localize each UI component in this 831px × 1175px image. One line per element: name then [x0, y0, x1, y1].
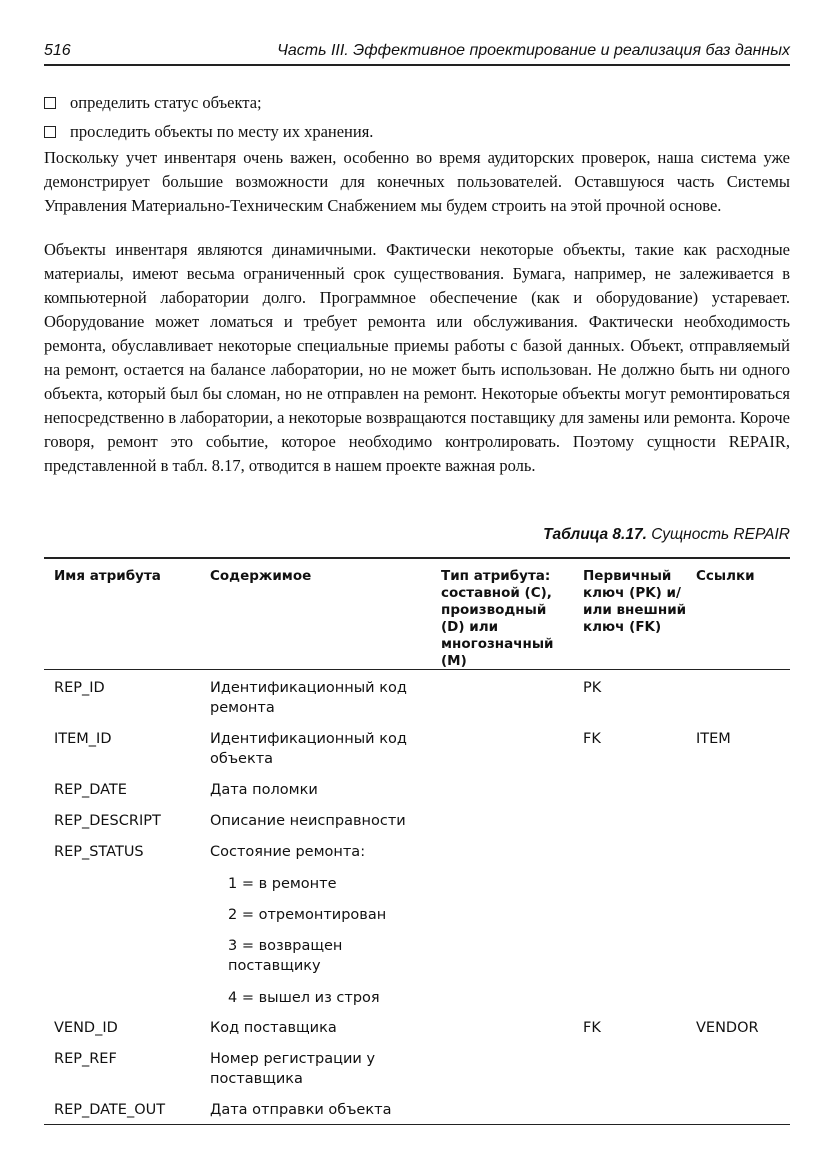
table-bottom-rule [44, 1124, 790, 1125]
table-header-rule [44, 669, 790, 670]
status-value: 3 = возвращен поставщику [228, 938, 343, 974]
cell-content: Код поставщика [210, 1020, 337, 1036]
page-number: 516 [44, 42, 71, 59]
running-title: Часть III. Эффективное проектирование и реализация баз данных [277, 42, 790, 59]
column-header-key: Первичный ключ (PK) и/или внешний ключ (FK) [583, 568, 687, 635]
cell-content: Номер регистрации у поставщика [210, 1051, 376, 1087]
paragraph: Объекты инвентаря являются динамичными. Фактически некоторые объекты, такие как расходные материалы, имеют весьма ограниченный срок существования. Бумага, например, не залеживается в компьютерной лаборатории долго. Программное обеспечение (как и оборудование) устаревает. Оборудование может ломаться и требует ремонта или обслуживания. Фактически необходимость ремонта, обуславливает некоторые специальные приемы работы с базой данных. Объект, отправляемый на ремонт, остается на балансе лаборатории, но не может быть использован. Не должно быть ни одного объекта, который был бы сломан, но не отправлен на ремонт. Некоторые объекты могут ремонтироваться непосредственно в лаборатории, а некоторые возвращаются поставщику для замены или ремонта. Короче говоря, ремонт это событие, которое необходимо контролировать. Поэтому сущности REPAIR, представленной в табл. 8.17, отводится в нашем проекте важная роль. [44, 240, 790, 475]
column-header-content: Содержимое [210, 568, 312, 584]
cell-attribute: VEND_ID [54, 1020, 118, 1036]
paragraph: Поскольку учет инвентаря очень важен, особенно во время аудиторских проверок, наша система уже демонстрирует большие возможности для конечных пользователей. Оставшуюся часть Системы Управления Материально-Техническим Снабжением мы будем строить на этой прочной основе. [44, 148, 790, 215]
column-header-attribute: Имя атрибута [54, 568, 161, 584]
cell-attribute: REP_REF [54, 1051, 117, 1067]
cell-refs: ITEM [696, 731, 731, 747]
cell-content: Состояние ремонта: [210, 844, 366, 860]
checkbox-bullet-icon [44, 126, 56, 138]
bullet-text: определить статус объекта; [70, 92, 262, 112]
bullet-text: проследить объекты по месту их хранения. [70, 121, 374, 141]
cell-attribute: REP_ID [54, 680, 105, 696]
status-value: 1 = в ремонте [228, 876, 337, 892]
status-value: 4 = вышел из строя [228, 990, 380, 1006]
cell-attribute: ITEM_ID [54, 731, 112, 747]
table-caption-text: Сущность REPAIR [651, 526, 790, 543]
status-value: 2 = отремонтирован [228, 907, 387, 923]
cell-content: Описание неисправности [210, 813, 406, 829]
column-header-refs: Ссылки [696, 568, 755, 584]
cell-key: FK [583, 731, 601, 747]
cell-content: Идентификационный код объекта [210, 731, 407, 767]
running-header [44, 40, 790, 68]
cell-attribute: REP_DATE [54, 782, 127, 798]
cell-content: Дата отправки объекта [210, 1102, 392, 1118]
table-top-rule [44, 557, 790, 559]
table-caption-label: Таблица 8.17. [543, 526, 647, 543]
cell-attribute: REP_DESCRIPT [54, 813, 161, 829]
checkbox-bullet-icon [44, 97, 56, 109]
cell-key: PK [583, 680, 602, 696]
column-header-type: Тип атрибута: составной (С), производный (D) или многозначный (M) [441, 568, 554, 669]
bullet-item [44, 117, 790, 146]
table-caption [543, 526, 790, 544]
header-rule [44, 64, 790, 66]
cell-attribute: REP_DATE_OUT [54, 1102, 166, 1118]
bullet-item [44, 88, 790, 117]
bullet-list [44, 88, 790, 146]
cell-content: Идентификационный код ремонта [210, 680, 407, 716]
cell-key: FK [583, 1020, 601, 1036]
cell-content: Дата поломки [210, 782, 318, 798]
cell-refs: VENDOR [696, 1020, 759, 1036]
cell-attribute: REP_STATUS [54, 844, 144, 860]
